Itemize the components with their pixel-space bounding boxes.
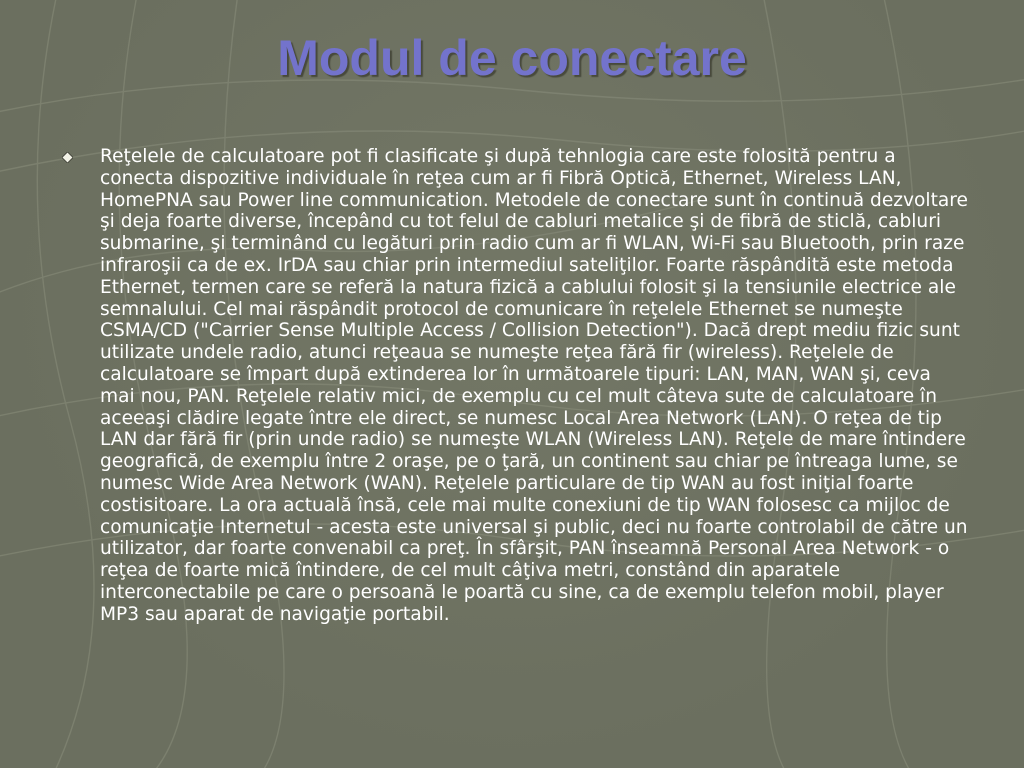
bullet-text: Reţelele de calculatoare pot fi clasificate şi după tehnlogia care este folosită pentru a conecta dispozitive individuale în reţea cum ar fi Fibră Optică, Ethernet, Wireless LAN, HomePNA sau Power line communication. Metodele de conectare sunt în continuă dezvoltare şi deja foarte diverse, începând cu tot felul de cabluri metalice şi de fibră de sticlă, cabluri submarine, şi terminând cu legături prin radio cum ar fi WLAN, Wi-Fi sau Bluetooth, prin raze infraroşii ca de ex. IrDA sau chiar prin intermediul sateliţilor. Foarte răspândită este metoda Ethernet, termen care se referă la natura fizică a cablului folosit şi la tensiunile electrice ale semnalului. Cel mai răspândit protocol de comunicare în reţelele Ethernet se numeşte CSMA/CD ("Carrier Sense Multiple Access / Collision Detection"). Dacă drept mediu fizic sunt utilizate undele radio, atunci reţeaua se numeşte reţea fără fir (wireless). Reţelele de calculatoare se împart după extinderea lor în următoarele tipuri: LAN, MAN, WAN şi, ceva mai nou, PAN. Reţelele relativ mici, de exemplu cu cel mult câteva sute de calculatoare în aceeaşi clădire legate între ele direct, se numesc Local Area Network (LAN). O reţea de tip LAN dar fără fir (prin unde radio) se numeşte WLAN (Wireless LAN). Reţele de mare întindere geografică, de exemplu între 2 oraşe, pe o ţară, un continent sau chiar pe întreaga lume, se numesc Wide Area Network (WAN). Reţelele particulare de tip WAN au fost iniţial foarte costisitoare. La ora actuală însă, cele mai multe conexiuni de tip WAN folosesc ca mijloc de comunicaţie Internetul - acesta este universal şi public, deci nu foarte controlabil de către un utilizator, dar foarte convenabil ca preţ. În sfârşit, PAN înseamnă Personal Area Network - o reţea de foarte mică întindere, de cel mult câţiva metri, constând din aparatele interconectabile pe care o persoană le poartă cu sine, ca de exemplu telefon mobil, player MP3 sau aparat de navigaţie portabil. xyxy=(100,146,968,625)
bullet-item xyxy=(60,146,970,626)
diamond-bullet-icon xyxy=(62,152,73,163)
slide-content xyxy=(60,146,970,626)
slide-title: Modul de conectare xyxy=(277,30,747,86)
